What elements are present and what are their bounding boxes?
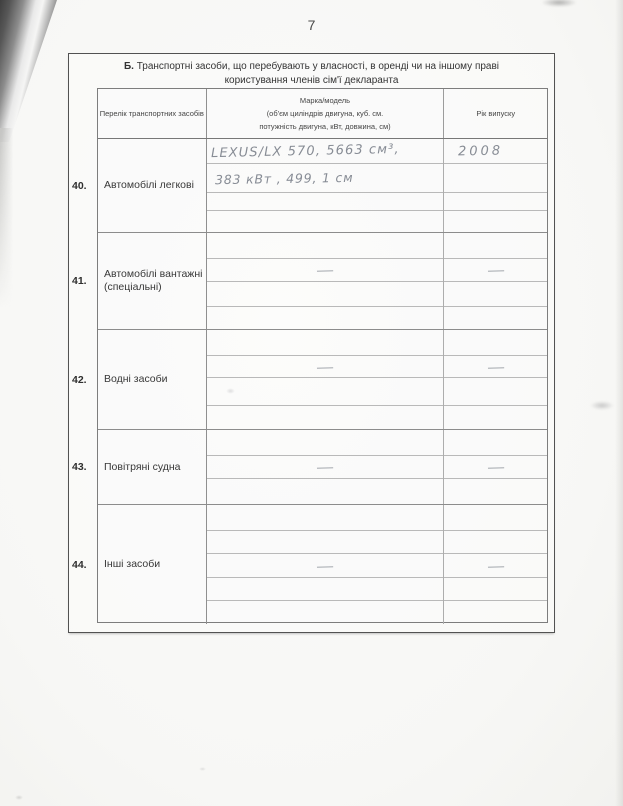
- table-cell: [207, 164, 444, 193]
- header-make-model-line2: (об'єм циліндрів двигуна, куб. см.: [266, 109, 384, 118]
- table-cell: [207, 378, 444, 406]
- table-cell: [444, 479, 547, 504]
- handwritten-dash: —: [316, 459, 334, 475]
- scan-artifact-corner-fold: [0, 0, 58, 142]
- table-cell: [444, 164, 547, 193]
- table-cell: [207, 456, 444, 479]
- table-cell: [444, 378, 547, 406]
- table-cell: [207, 601, 444, 624]
- section-letter: Б.: [123, 61, 134, 72]
- handwritten-dash: —: [487, 359, 505, 374]
- table-cell: [444, 233, 547, 259]
- table-cell: [444, 430, 547, 456]
- table-cell: [207, 554, 444, 578]
- category-label: Автомобілі вантажні (спеціальні): [98, 233, 207, 329]
- section-title-line2: користування членів сім'ї декларанта: [224, 74, 399, 86]
- year-cells: [444, 139, 547, 232]
- row-number: 42.: [72, 373, 87, 386]
- year-cells: [444, 233, 547, 329]
- header-vehicle-list: Перелік транспортних засобів: [98, 89, 207, 138]
- table-row-41: [72, 232, 547, 329]
- table-cell: [444, 601, 547, 624]
- handwritten-dash: —: [316, 558, 334, 573]
- scan-artifact-top-right-smudge: [541, 0, 577, 7]
- scan-speck: [199, 767, 206, 771]
- page-number: 7: [307, 17, 316, 33]
- table-cell: [444, 330, 547, 356]
- table-cell: [207, 282, 444, 307]
- scan-artifact-right-edge: [615, 0, 623, 806]
- make-model-cells: [207, 233, 445, 329]
- table-row-40: [72, 139, 547, 232]
- table-row-44: [72, 504, 547, 624]
- table-cell: [444, 282, 547, 307]
- scan-artifact-left-shadow: [0, 128, 13, 323]
- year-cells: [444, 330, 547, 429]
- row-number: 40.: [72, 179, 87, 192]
- table-cell: [444, 505, 547, 531]
- table-cell: [444, 356, 547, 378]
- table-cell: [444, 211, 547, 232]
- table-row-43: [72, 429, 547, 504]
- handwritten-power-length: 383 кВт , 499, 1 см: [214, 169, 354, 187]
- handwritten-dash: —: [487, 262, 505, 278]
- scan-artifact-right-smudge: [590, 401, 614, 410]
- year-cells: [444, 505, 547, 624]
- table-cell: [444, 456, 547, 479]
- handwritten-dash: —: [487, 558, 505, 573]
- section-title: [69, 54, 554, 87]
- handwritten-year: 2008: [458, 143, 504, 159]
- table-header-row: [98, 89, 547, 139]
- table-cell: [207, 531, 444, 554]
- table-cell: [207, 479, 444, 504]
- table-cell: [444, 406, 547, 429]
- table-cell: [444, 554, 547, 578]
- category-label: Інші засоби: [98, 505, 207, 624]
- section-b-box: [68, 53, 555, 633]
- table-cell: [207, 307, 444, 329]
- scan-speck: [15, 795, 23, 800]
- table-cell: [444, 139, 547, 164]
- handwritten-dash: —: [487, 459, 505, 475]
- make-model-cells: [207, 430, 445, 504]
- table-cell: [207, 139, 444, 164]
- category-label: Водні засоби: [98, 330, 207, 429]
- row-number: 43.: [72, 461, 87, 473]
- header-make-model-line3: потужність двигуна, кВт, довжина, см): [259, 122, 391, 131]
- handwritten-make-model: LEXUS/LX 570, 5663 см³,: [210, 141, 400, 161]
- table-cell: [207, 211, 444, 232]
- make-model-cells: [207, 330, 445, 429]
- handwritten-dash: —: [316, 359, 334, 374]
- header-year: Рік випуску: [476, 109, 516, 118]
- table-cell: [207, 193, 444, 211]
- table-row-42: [72, 329, 547, 429]
- make-model-cells: [207, 139, 445, 232]
- table-cell: [444, 259, 547, 282]
- table-cell: [207, 578, 444, 601]
- year-cells: [444, 430, 547, 504]
- table-cell: [207, 330, 444, 356]
- row-number: 44.: [72, 558, 87, 571]
- table-cell: [444, 578, 547, 601]
- table-cell: [207, 406, 444, 429]
- make-model-cells: [207, 505, 445, 624]
- table-cell: [207, 430, 444, 456]
- table-cell: [444, 531, 547, 554]
- table-cell: [444, 307, 547, 329]
- row-number: 41.: [72, 275, 87, 287]
- header-make-model: [207, 89, 445, 138]
- category-label: Автомобілі легкові: [98, 139, 207, 232]
- table-cell: [207, 259, 444, 282]
- section-title-line1: Б. Транспортні засоби, що перебувають у власності, в оренді чи на іншому праві: [123, 61, 500, 72]
- table-cell: [444, 193, 547, 211]
- table-cell: [207, 356, 444, 378]
- table-cell: [207, 505, 444, 531]
- category-label: Повітряні судна: [98, 430, 207, 504]
- header-make-model-line1: Марка/модель: [299, 96, 351, 105]
- vehicles-table: [72, 88, 548, 623]
- table-cell: [207, 233, 444, 259]
- handwritten-dash: —: [316, 262, 334, 278]
